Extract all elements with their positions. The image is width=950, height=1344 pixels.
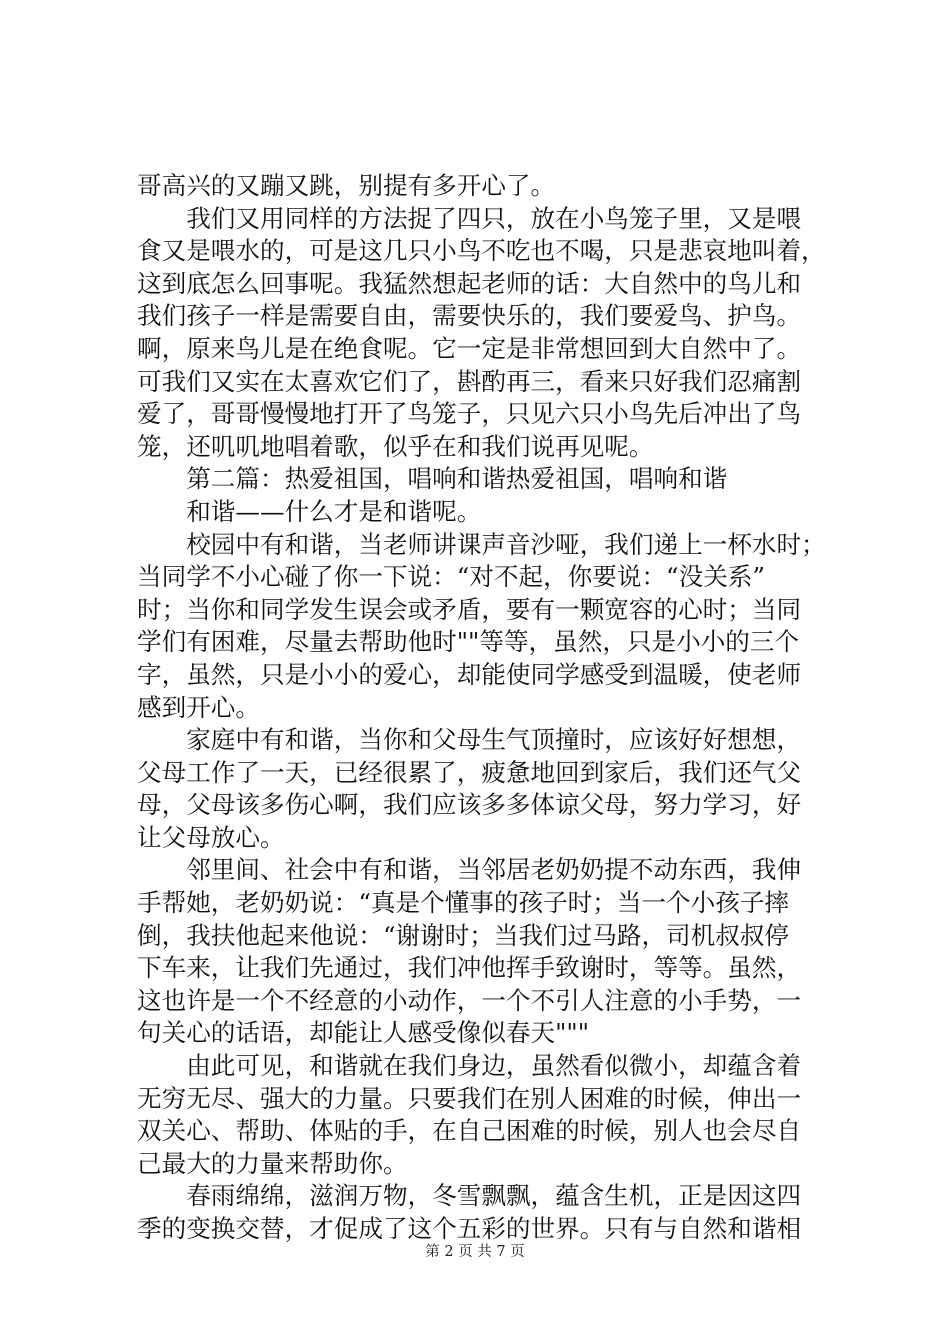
text-line: 这到底怎么回事呢。我猛然想起老师的话：大自然中的鸟儿和 — [137, 268, 802, 298]
text-line: 和谐——什么才是和谐呢。 — [137, 496, 482, 526]
text-line: 啊，原来鸟儿是在绝食呢。它一定是非常想回到大自然中了。 — [137, 333, 802, 363]
text-line: 食又是喂水的，可是这几只小鸟不吃也不喝，只是悲哀地叫着， — [137, 236, 826, 266]
text-line: 双关心、帮助、体贴的手，在自己困难的时候，别人也会尽自 — [137, 1116, 802, 1146]
document-body — [137, 170, 837, 1246]
text-line: 己最大的力量来帮助你。 — [137, 1148, 408, 1178]
text-line: 字，虽然，只是小小的爱心，却能使同学感受到温暖，使老师 — [137, 659, 802, 689]
text-line: 学们有困难，尽量去帮助他时""等等，虽然，只是小小的三个 — [137, 627, 800, 657]
text-line: 可我们又实在太喜欢它们了，斟酌再三，看来只好我们忍痛割 — [137, 366, 802, 396]
text-line: 手帮她，老奶奶说：“真是个懂事的孩子时；当一个小孩子摔 — [137, 888, 790, 918]
text-line: 感到开心。 — [137, 692, 260, 722]
text-line: 由此可见，和谐就在我们身边，虽然看似微小，却蕴含着 — [137, 1051, 802, 1081]
text-line: 邻里间、社会中有和谐，当邻居老奶奶提不动东西，我伸 — [137, 855, 802, 885]
text-line: 时；当你和同学发生误会或矛盾，要有一颗宽容的心时；当同 — [137, 594, 802, 624]
text-line: 哥高兴的又蹦又跳，别提有多开心了。 — [137, 171, 556, 200]
text-line: 我们孩子一样是需要自由，需要快乐的，我们要爱鸟、护鸟。 — [137, 301, 802, 331]
section-heading: 第二篇：热爱祖国，唱响和谐热爱祖国，唱响和谐 — [137, 464, 728, 494]
text-line: 季的变换交替，才促成了这个五彩的世界。只有与自然和谐相 — [137, 1214, 802, 1243]
text-line: 爱了，哥哥慢慢地打开了鸟笼子，只见六只小鸟先后冲出了鸟 — [137, 399, 802, 429]
text-line: 家庭中有和谐，当你和父母生气顶撞时，应该好好想想， — [137, 725, 802, 755]
text-line: 当同学不小心碰了你一下说：“对不起，你要说：“没关系” — [137, 562, 765, 592]
text-line: 父母工作了一天，已经很累了，疲惫地回到家后，我们还气父 — [137, 757, 802, 787]
text-line: 春雨绵绵，滋润万物，冬雪飘飘，蕴含生机，正是因这四 — [137, 1181, 802, 1211]
text-line: 我们又用同样的方法捉了四只，放在小鸟笼子里，又是喂 — [137, 203, 802, 233]
text-line: 校园中有和谐，当老师讲课声音沙哑，我们递上一杯水时； — [137, 529, 826, 559]
text-line: 让父母放心。 — [137, 822, 285, 852]
text-line: 句关心的话语，却能让人感受像似春天""" — [137, 1018, 590, 1048]
text-line: 下车来，让我们先通过，我们冲他挥手致谢时，等等。虽然， — [137, 953, 802, 983]
text-line: 无穷无尽、强大的力量。只要我们在别人困难的时候，伸出一 — [137, 1083, 802, 1113]
text-line: 倒，我扶他起来他说：“谢谢时；当我们过马路，司机叔叔停 — [137, 920, 790, 950]
page-number-footer: 第 2 页 共 7 页 — [425, 1244, 525, 1260]
text-line: 笼，还叽叽地唱着歌，似乎在和我们说再见呢。 — [137, 431, 654, 461]
text-line: 母，父母该多伤心啊，我们应该多多体谅父母，努力学习，好 — [137, 790, 802, 820]
text-line: 这也许是一个不经意的小动作，一个不引人注意的小手势，一 — [137, 985, 802, 1015]
